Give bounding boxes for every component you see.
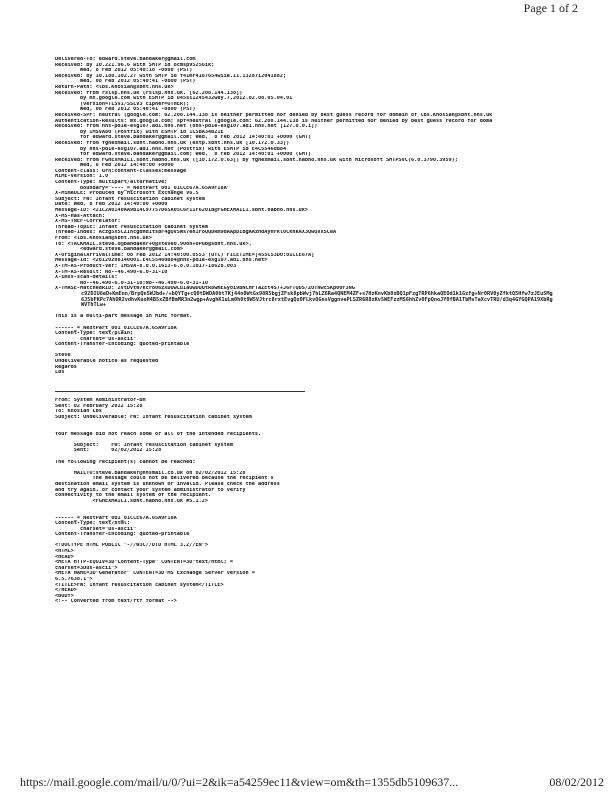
page-number: Page 1 of 2: [523, 1, 578, 15]
header-line: X-MS-TNEF-Correlator:: [55, 219, 121, 225]
mime-part-html-headers: [55, 516, 555, 538]
header-line: Subject: FW: Infant resuscitation cabinet system: [55, 196, 205, 202]
ndr-detail-line: Sent: 02/02/2012 15:28: [55, 448, 162, 454]
ndr-intro: Your message did not reach some or all of the intended recipients.: [55, 431, 262, 437]
header-line: Content-Type: multipart/alternative;: [55, 180, 168, 186]
mime-header-line: Content-Type: text/html;: [55, 521, 130, 527]
header-line: X-MimeOLE: Produced By Microsoft Exchange V6.5: [55, 191, 199, 197]
forward-header-line: Sent: 02 February 2012 15:28: [55, 403, 143, 409]
ndr-line: The message could not be delivered because the recipient's: [55, 476, 274, 482]
mime-header-line: ------_=_NextPart_001_01CCE67A.65A9F18A: [55, 325, 177, 331]
header-line: X-TMASE-MatchedRID: 2VtDvtW7kcro06zXDOwCu1aUwDUQtR8wmEGyoi9BNCHFTaZEt4S7+J6FTQDS/ZOTNwcSKp00F3NG: [55, 286, 355, 292]
mime-part-plain-headers: [55, 326, 555, 348]
header-line: Delivered-To: edward.steve.bandaker@gmail.com: [55, 57, 196, 62]
ndr-recipients-intro: The following recipient(s) cannot be reached:: [55, 459, 196, 465]
header-line: X-OriginalArrivalTime: 08 Feb 2012 14:40:00.0553 (UTC) FILETIME=[455C53D0:01CCE67A]: [55, 252, 315, 258]
mime-header-line: Content-Type: text/plain;: [55, 331, 134, 337]
header-line: Received: from rslsp.nhs.uk (rslsp.nhs.uk. [62.208.144.138]): [55, 90, 243, 96]
header-line: Return-Path: <lbs.Khosian@sbht.nhs.uk>: [55, 84, 174, 90]
forward-headers: [55, 398, 555, 420]
body-line: Lbs: [55, 370, 65, 376]
header-line: Date: Wed, 8 Feb 2012 14:40:00 +0000: [55, 202, 168, 208]
header-line: by nhs-pd1e-esg107.ad1.nhs.net (Postfix) with ESMTP id E4C55460B84: [55, 146, 287, 152]
header-line: MIME-Version: 1.0: [55, 174, 109, 180]
plain-body: [55, 353, 555, 375]
header-line: X-imss-scan-details:: [55, 275, 118, 281]
header-line: From: <lbs.Khosian@sbht.nhs.uk>: [55, 236, 152, 241]
header-line: No--46.490-6.0-31-10;No--46.490-6.0-31-10: [55, 280, 209, 286]
header-line: boundary="----_=_NextPart_001_01CCE67A.65A9F18A": [55, 185, 230, 191]
html-source-line: <!-- Converted from text/rtf format -->: [55, 599, 177, 605]
mime-header-line: charset="us-ascii": [55, 336, 137, 342]
html-source-line: <META HTTP-EQUIV=3D"Content-Type" CONTENT=3D"text/html; =: [55, 560, 234, 566]
html-source-line: </HEAD>: [55, 588, 77, 594]
email-source: [55, 57, 555, 765]
ndr-line: and try again, or contact your system administrator to verify: [55, 487, 246, 493]
ndr-line: destination email system is unknown or invalid. Please check the address: [55, 481, 280, 487]
mime-notice: This is a multi-part message in MIME format.: [55, 314, 193, 320]
html-source-line: 6.5.7638.1">: [55, 577, 93, 583]
header-line: Authentication-Results: mx.google.com; spf=neutral (google.com: 62.208.144.138 is neither permitted nor denied by best guess record for doma: [55, 118, 493, 124]
mime-header-line: ------_=_NextPart_001_01CCE67A.65A9F18A: [55, 515, 177, 521]
header-line: Wed, 8 Feb 2012 14:40:00 +0000: [55, 163, 174, 169]
header-line: <edward.steve.bandaker@gmail.com>: [55, 247, 184, 253]
forward-header-line: From: System Administrator-BH: [55, 398, 146, 404]
header-line: Thread-Topic: Infant resuscitation cabinet system: [55, 224, 209, 230]
header-line: Message-Id: <20120208140001.E4C55460B84@nhs-pd1e-esg107.ad1.nhs.net>: [55, 258, 268, 264]
ndr-detail-line: Subject: FW: Infant resuscitation cabinet system: [55, 442, 234, 448]
header-line: Received: from FGHEXMAIL1.sbht.nabho.nhs.uk ([10.172.0.63]) by fghexmail.sbht.nabho.nhs.uk with Microsoft SMTPSVC(6.0.3790.3959);: [55, 157, 458, 163]
header-line: Wed, 08 Feb 2012 05:40:41 -0800 (PST): [55, 107, 196, 113]
header-line: Message-ID: <21C2A0140AA9B14C97757D65A05C6F11F6201B@FGHEXMAIL1.sbht.nabho.nhs.uk>: [55, 208, 308, 214]
header-line: for edward.steve.bandaker@gmail.com; Wed, 8 Feb 2012 14:40:01 +0000 (GMT): [55, 152, 312, 158]
forward-header-line: Subject: Undeliverable: FW: Infant resuscitation cabinet system: [55, 414, 252, 420]
header-line: (version=TLSv1/SSLv3 cipher=OTHER);: [55, 101, 190, 107]
mime-header-line: Content-Transfer-Encoding: quoted-printable: [55, 342, 190, 348]
header-line: Received: from nhs-pd1e-esg107.ad1.nhs.net (nhs-pd1e-esg107.ad1.nhs.net [127.0.0.1]): [55, 124, 318, 130]
footer-date: 08/02/2012: [549, 775, 604, 789]
header-line: X-TM-AS-Product-Ver: IMSVA-8.0.0.1613-6.8.0.1017-18628.003: [55, 263, 237, 269]
header-line: Received: by 10.221.96.6 with SMTP id ocmsp95256ik;: [55, 62, 215, 68]
body-line: Regards: [55, 364, 77, 370]
body-line: Steve: [55, 353, 71, 359]
header-continuation: c92DIU6eD+KmEnn/BrpQnSWJbd+/+bQYTg+cQ0tDWDA0htTKj44n8WtGx98R5bgjZFsk8pbWvj7hLZ6Ra4QNEM4ZF+s7HzKnvKb0xBQ1pFzgTRP6hkaQEOd1k1Gzfg+Nr0RV0yZfktQ5Hfw7zJEu5Mg6J5bFKPc7AhOR2vdhvKuoH4B5xZBfBmMR3n2wgp+AvghK1uLm0h0t9W5VJtrc8rxtEvgQx0FLkvOGnsVggnvePLSZR6R8zKv5WEFzzMS6hhZv0FpQnoJY0fBA1TbMsTaXcvTRU/d3q4GYGQPA19XbRgWVThTLw+: [81, 290, 553, 309]
html-source-line: <TITLE>FW: Infant resuscitation cabinet system</TITLE>: [55, 582, 224, 588]
ndr-line: connectivity to the email system of the recipient.: [55, 493, 212, 499]
header-line: Received: by 10.180.102.27 with SMTP id f41mr4187654wiie.11.1328712041882;: [55, 73, 287, 79]
ndr-line: <FGHEXMAIL1.sbht.nabho.nhs.uk #5.1.2>: [55, 498, 209, 504]
header-line: for edward.steve.bandaker@gmail.com; Wed, 8 Feb 2012 14:40:01 +0000 (GMT): [55, 135, 312, 141]
header-line: X-MS-Has-Attach:: [55, 213, 105, 219]
ndr-recipient-block: [55, 471, 555, 505]
header-line: X-TM-AS-Result: No--46.490-6.0-31-10: [55, 269, 168, 275]
divider: [55, 391, 305, 392]
header-line: Content-class: urn:content-classes:message: [55, 168, 187, 174]
html-source-line: <!DOCTYPE HTML PUBLIC "-//W3C//DTD HTML 3.2//EN">: [55, 543, 209, 549]
header-line: Thread-Index: Aczg5X5CZIncgdHd1tsbF4gQV5Ws7eh1FoQQDRm9dAApDIbgAAzHdAyHrkl0CkhkAX3QwQVXSCeA: [55, 230, 337, 236]
header-line: Received-SPF: neutral (google.com: 62.208.144.138 is neither permitted nor denied by best guess record for domain of lbs.Khosian@sbht.nhs.uk: [55, 112, 493, 118]
header-line: Wed, 8 Feb 2012 05:40:18 -0800 (PST): [55, 68, 193, 74]
body-line: Undeliverable notice as requested: [55, 359, 159, 365]
header-line: by mx.google.com with ESMTP id u45si1245432wey.7.2012.02.08.05.04.01: [55, 96, 293, 102]
html-source-line: <BODY>: [55, 593, 74, 599]
header-line: To: <TACKMAIL.steve.0@bandaker+0@steve0.90on+0Pub@sbht.nhs.uk>,: [55, 241, 252, 247]
footer-url: https://mail.google.com/mail/u/0/?ui=2&ik=a54259ec11&view=om&th=1355db5109637...: [20, 775, 459, 789]
forward-header-line: To: Khosian Lbs: [55, 409, 102, 415]
html-source: [55, 543, 555, 605]
mime-header-line: charset="us-ascii": [55, 526, 137, 532]
email-headers: [55, 57, 555, 309]
ndr-line: MAILTO:steve.bandaker@nhsmail.co.uk on 02/02/2012 15:28: [55, 470, 246, 476]
html-source-line: <HTML>: [55, 549, 74, 555]
header-line: by IMSVA80 (Postfix) with ESMTP id 1C5BA34B21E: [55, 129, 224, 135]
header-line: Wed, 08 Feb 2012 05:40:41 -0800 (PST): [55, 79, 196, 85]
html-source-line: <HEAD>: [55, 554, 74, 560]
html-source-line: <META NAME=3D"Generator" CONTENT=3D"MS Exchange Server version =: [55, 571, 255, 577]
html-source-line: charset=3Dus-ascii">: [55, 565, 118, 571]
header-line: Received: from fghexmail.sbht.nabho.nhs.uk (extp.sbht.nhs.uk [10.172.0.33]): [55, 140, 290, 146]
mime-header-line: Content-Transfer-Encoding: quoted-printable: [55, 532, 190, 538]
